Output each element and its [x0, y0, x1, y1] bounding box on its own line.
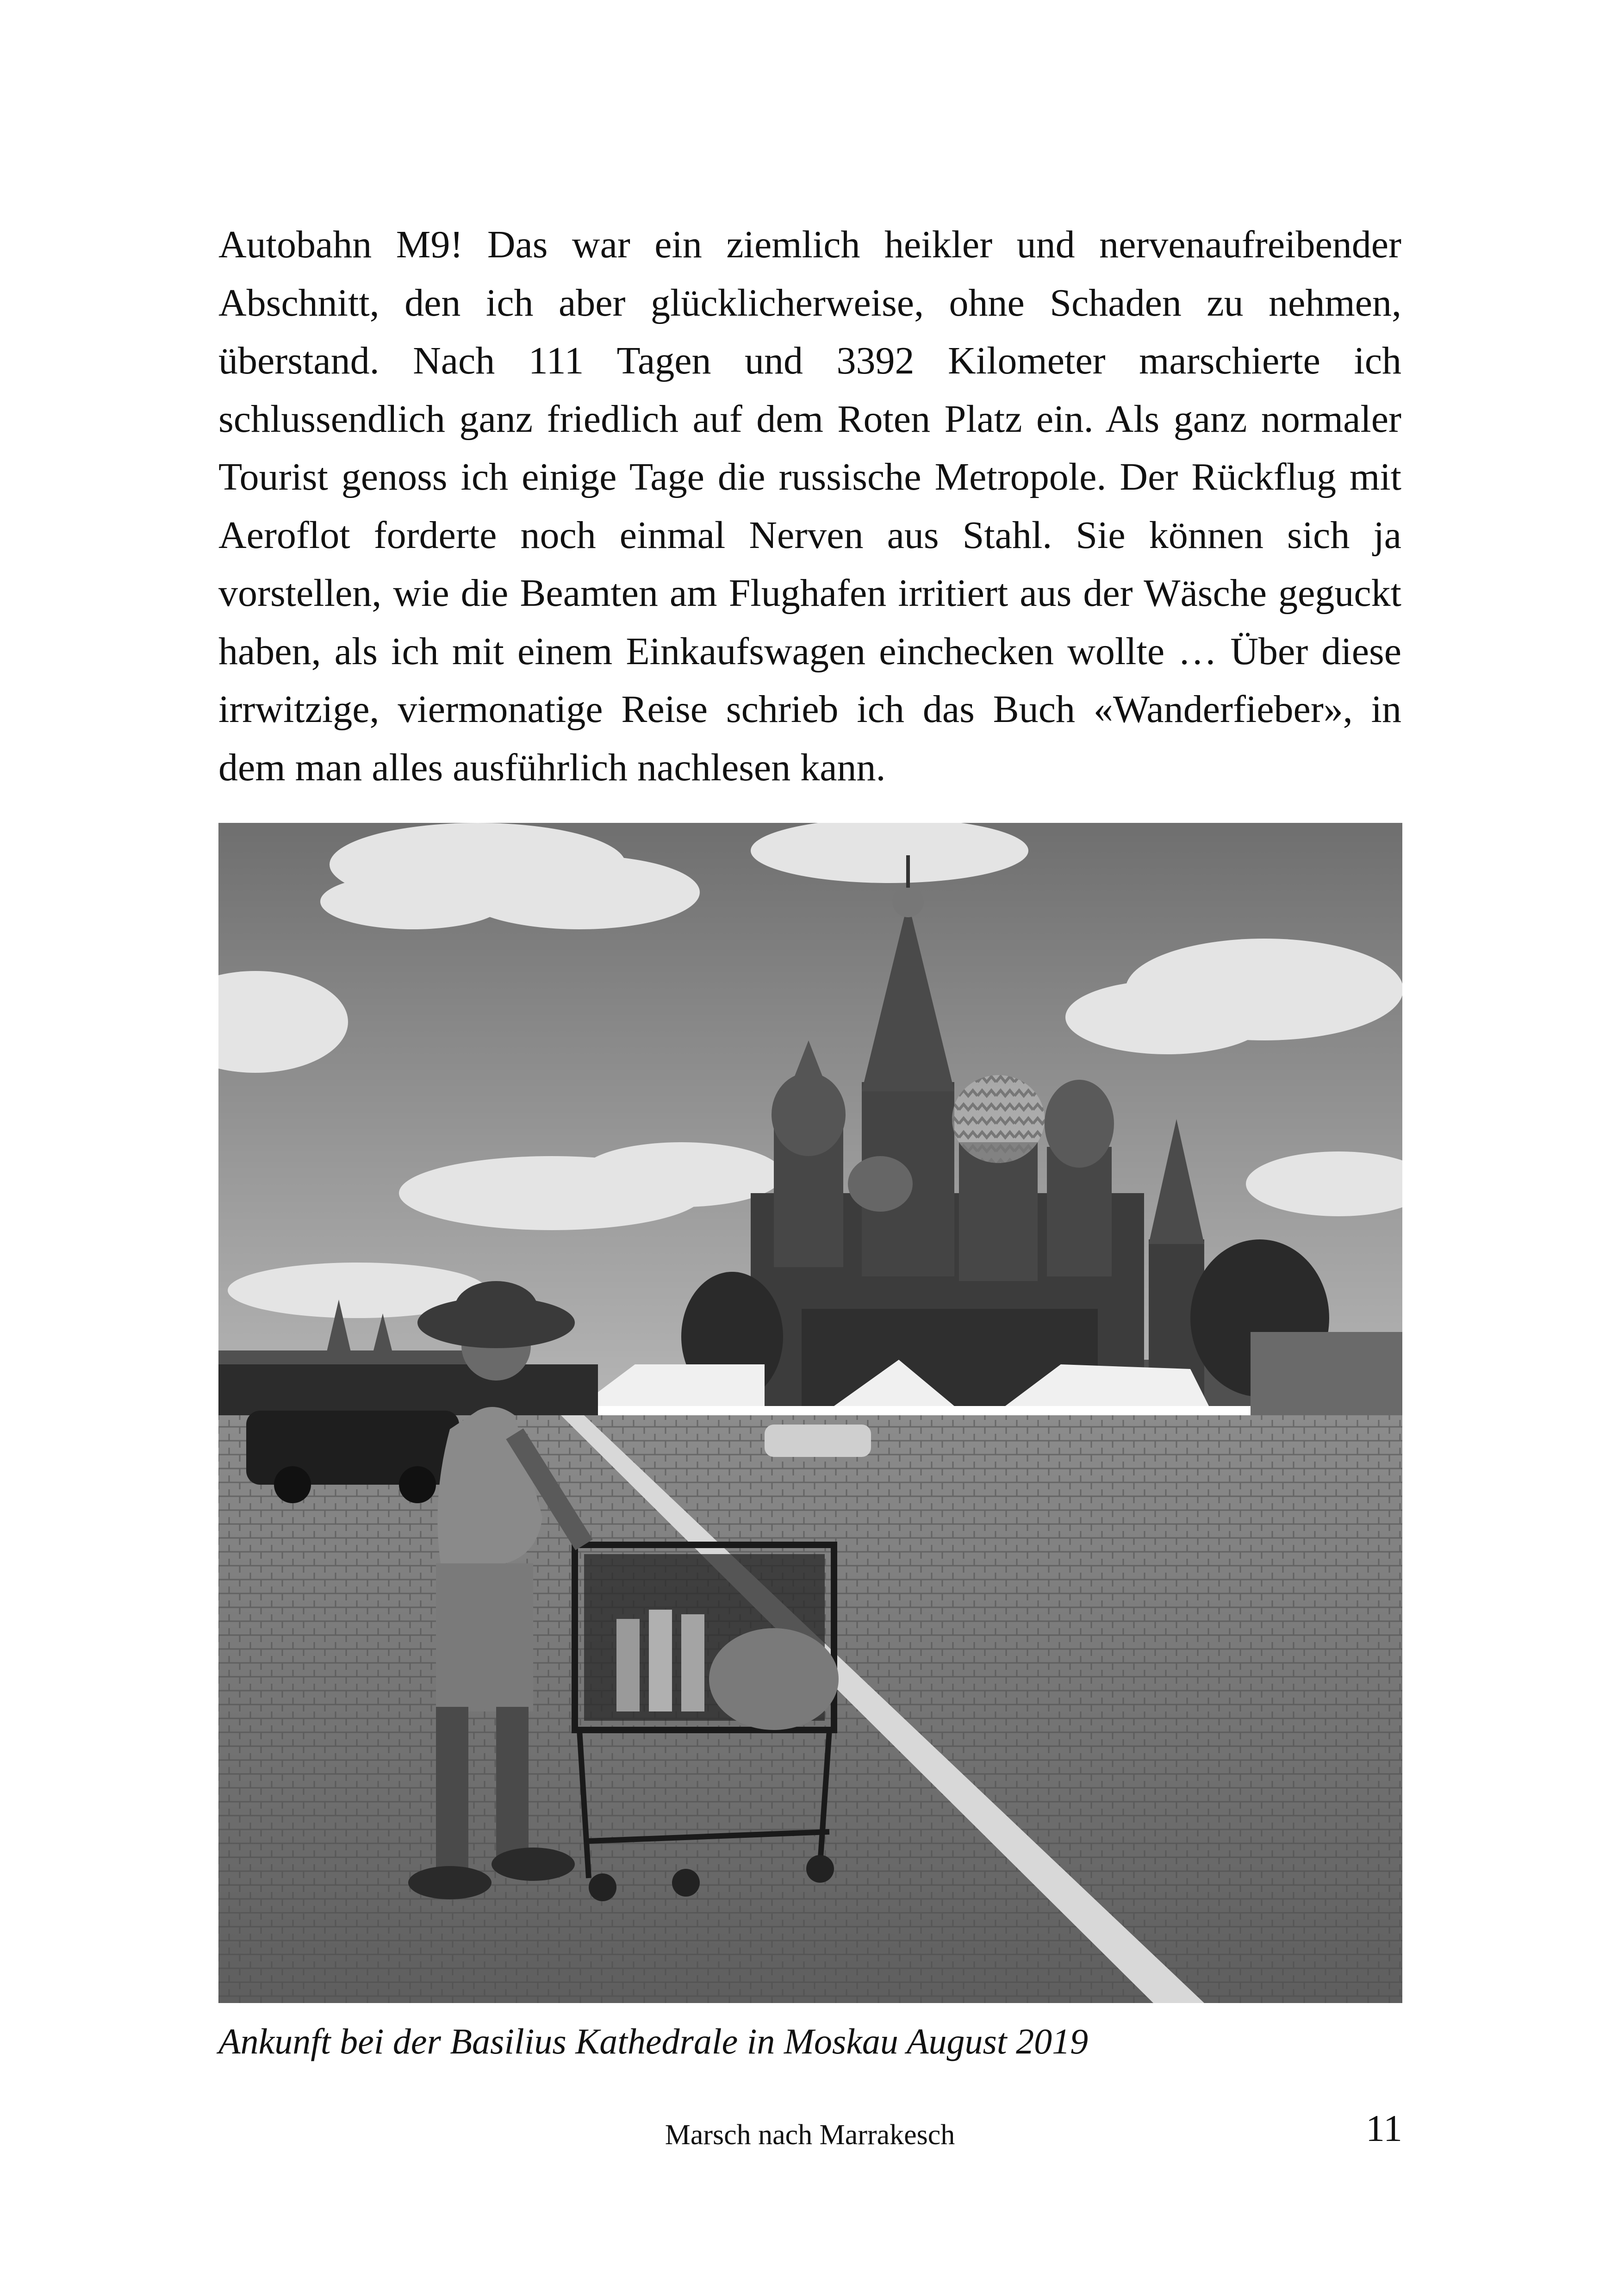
photo-basilius-cathedral [218, 823, 1402, 2003]
paragraph: Autobahn M9! Das war ein ziemlich heikler und nervenaufreibender Abschnitt, den ich aber glücklicherweise, ohne Schaden zu nehmen, überstand. Nach 111 Tagen und 3392 Kilometer marschierte ich schlussendlich ganz friedlich auf dem Roten Platz ein. Als ganz normaler Tourist genoss ich einige Tage die russische Metropole. Der Rückflug mit Aeroflot forderte noch einmal Nerven aus Stahl. Sie können sich ja vorstellen, wie die Beamten am Flughafen irritiert aus der Wäsche geguckt haben, als ich mit einem Einkaufswagen einchecken wollte … Über diese irrwitzige, viermonatige Reise schrieb ich das Buch «Wanderfieber», in dem man alles ausführlich nachlesen kann. [218, 223, 1401, 789]
running-footer-title: Marsch nach Marrakesch [665, 2119, 955, 2151]
photo-caption: Ankunft bei der Basilius Kathedrale in Moskau August 2019 [218, 2021, 1089, 2061]
tents [579, 1360, 1209, 1406]
body-text [218, 216, 1401, 796]
page-number: 11 [1366, 2107, 1402, 2149]
